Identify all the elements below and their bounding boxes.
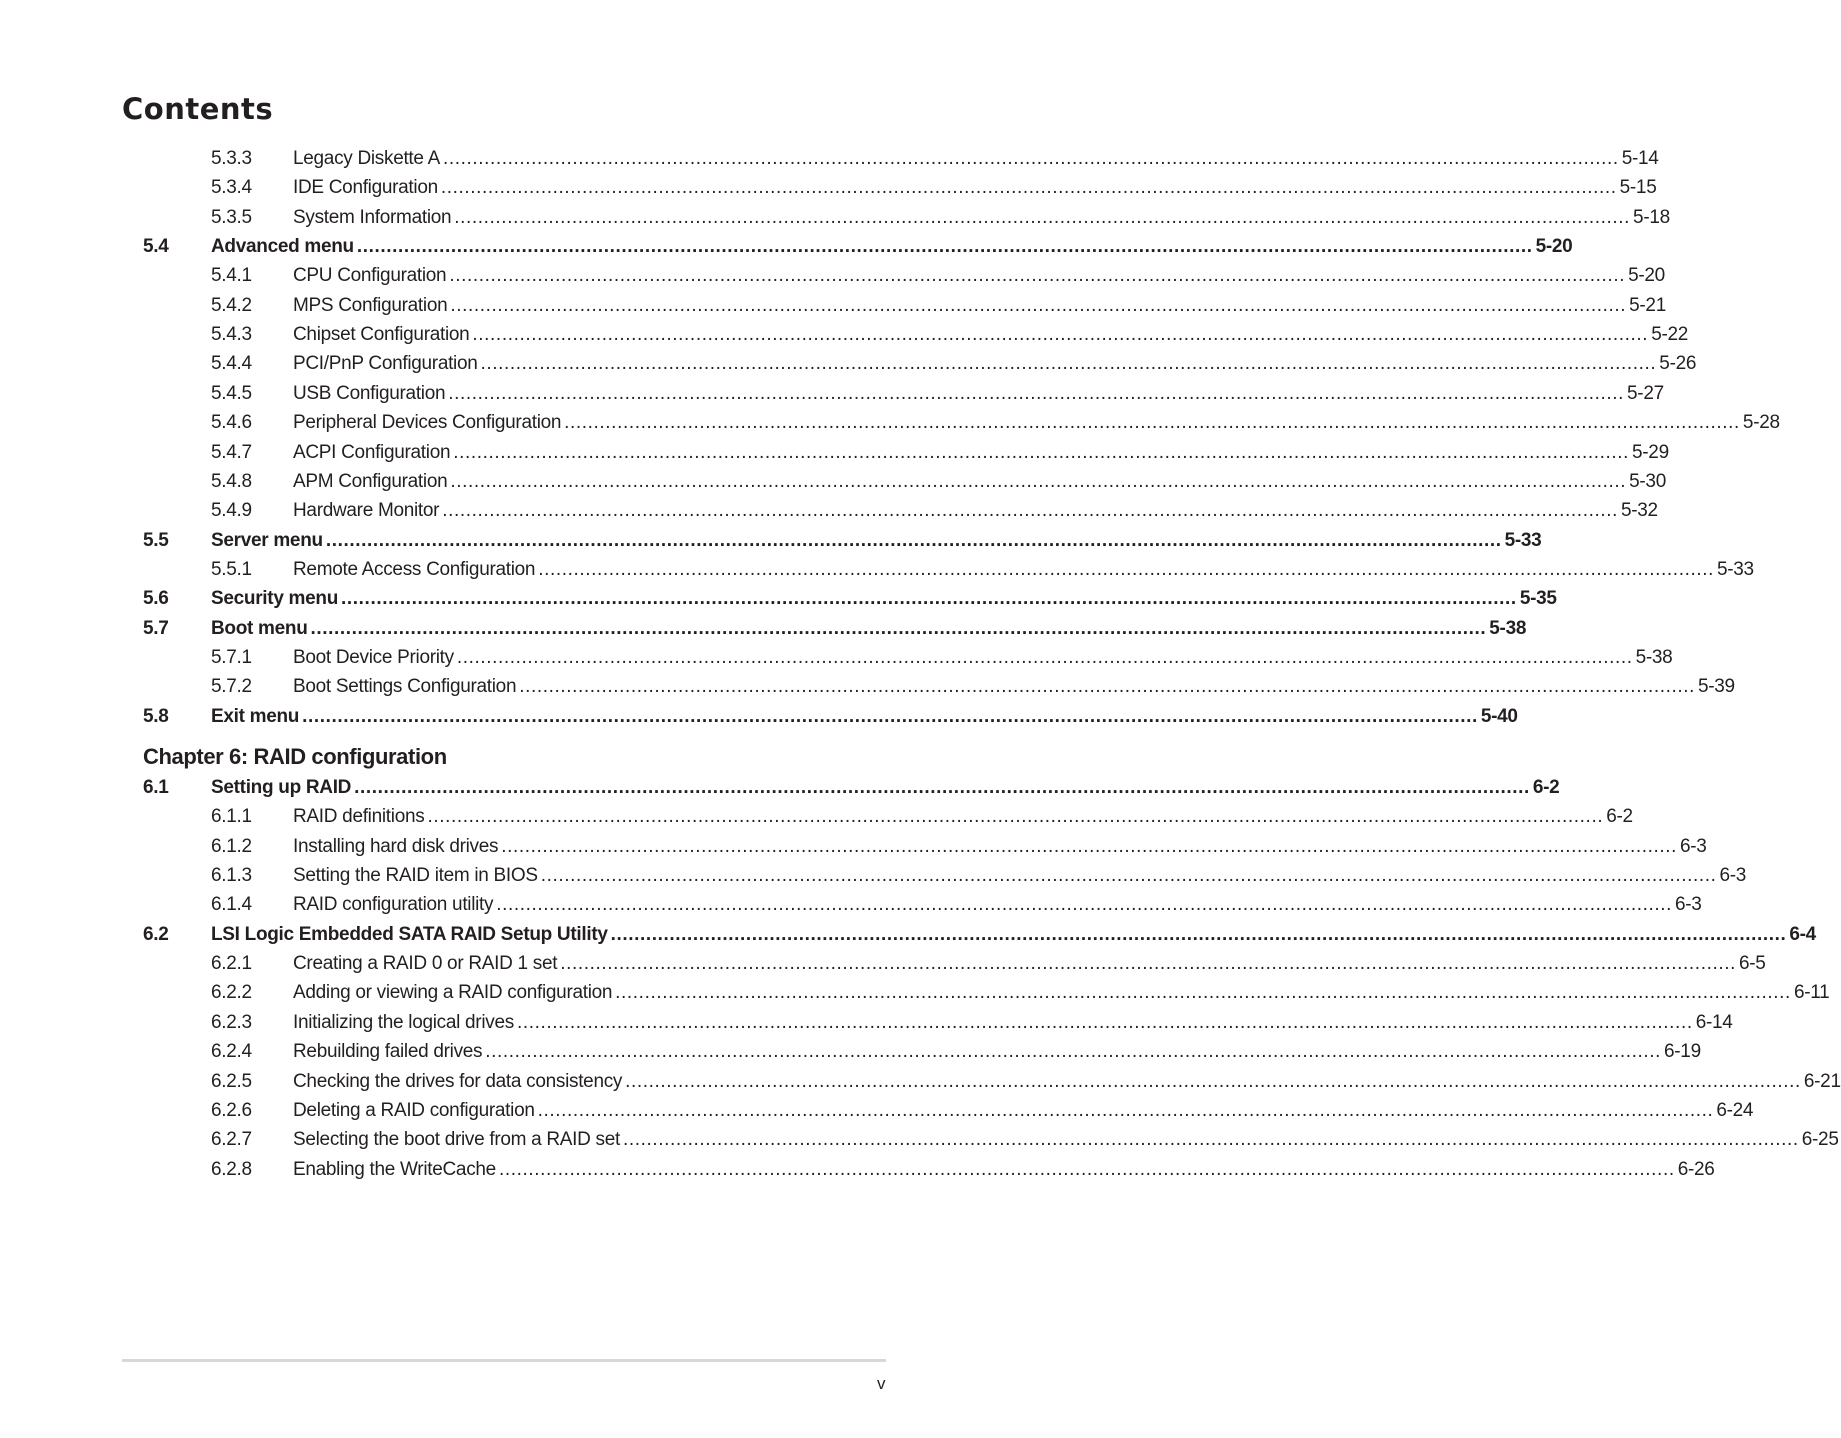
toc-section-entry[interactable] (0, 587, 1557, 611)
toc-entry-number: 6.2 (143, 923, 169, 945)
toc-dot-leader: ........................................................................................................................................................................................................ (501, 835, 1677, 857)
toc-entry-number: 6.1.3 (211, 865, 252, 887)
toc-entry-title: MPS Configuration (293, 294, 450, 318)
toc-subsection-entry[interactable] (0, 1128, 1839, 1152)
toc-dot-leader: ........................................................................................................................................................................................................ (302, 705, 1478, 727)
toc-entry-leader-line (293, 1128, 1839, 1152)
toc-entry-title: Selecting the boot drive from a RAID set (293, 1128, 623, 1152)
toc-entry-page: 5-14 (1619, 147, 1659, 171)
toc-dot-leader: ........................................................................................................................................................................................................ (442, 148, 1619, 169)
toc-entry-leader-line (293, 264, 1665, 288)
toc-subsection-entry[interactable] (0, 1070, 1841, 1094)
toc-section-entry[interactable] (0, 617, 1527, 641)
toc-entry-number: 5.7.1 (211, 646, 252, 668)
toc-dot-leader: ........................................................................................................................................................................................................ (472, 324, 1649, 346)
toc-dot-leader: ........................................................................................................................................................................................................ (427, 806, 1604, 828)
toc-entry-leader-line (211, 587, 1557, 611)
toc-entry-title: Creating a RAID 0 or RAID 1 set (293, 952, 560, 976)
toc-entry-leader-line (293, 675, 1735, 699)
toc-section-entry[interactable] (0, 235, 1573, 259)
toc-entry-title: Server menu (211, 529, 326, 553)
toc-subsection-entry[interactable] (0, 323, 1689, 347)
toc-subsection-entry[interactable] (0, 294, 1666, 318)
toc-dot-leader: ........................................................................................................................................................................................................ (440, 177, 1617, 199)
toc-entry-page: 5-15 (1617, 176, 1657, 200)
toc-entry-title: Setting the RAID item in BIOS (293, 864, 541, 888)
toc-entry-leader-line (293, 499, 1658, 523)
toc-entry-page: 6-26 (1675, 1158, 1715, 1182)
toc-entry-leader-line (293, 294, 1666, 318)
toc-dot-leader: ........................................................................................................................................................................................................ (540, 865, 1717, 887)
toc-entry-leader-line (293, 646, 1673, 670)
toc-entry-title: Boot menu (211, 617, 311, 641)
toc-entry-title: Peripheral Devices Configuration (293, 411, 564, 435)
toc-entry-page: 5-33 (1502, 529, 1542, 553)
toc-dot-leader: ........................................................................................................................................................................................................ (498, 1158, 1675, 1180)
toc-entry-title: Legacy Diskette A (293, 147, 443, 171)
toc-entry-title: Checking the drives for data consistency (293, 1070, 625, 1094)
toc-dot-leader: ........................................................................................................................................................................................................ (610, 923, 1787, 945)
toc-subsection-entry[interactable] (0, 352, 1697, 376)
toc-entry-title: Boot Settings Configuration (293, 675, 519, 699)
toc-entry-leader-line (211, 705, 1518, 729)
toc-entry-title: Initializing the logical drives (293, 1011, 517, 1035)
toc-entry-page: 6-4 (1786, 923, 1816, 947)
toc-entry-page: 6-11 (1791, 981, 1829, 1005)
toc-entry-title: Remote Access Configuration (293, 558, 538, 582)
toc-entry-page: 5-32 (1618, 499, 1658, 523)
toc-entry-leader-line (293, 352, 1697, 376)
toc-entry-title: Advanced menu (211, 235, 357, 259)
toc-entry-leader-line (211, 235, 1573, 259)
toc-entry-page: 5-35 (1517, 587, 1557, 611)
toc-dot-leader: ........................................................................................................................................................................................................ (615, 982, 1791, 1004)
toc-dot-leader: ........................................................................................................................................................................................................ (453, 441, 1630, 463)
toc-entry-number: 5.3.5 (211, 206, 252, 228)
toc-entry-page: 5-18 (1630, 206, 1670, 230)
toc-entry-number: 5.3.4 (211, 177, 252, 199)
toc-dot-leader: ........................................................................................................................................................................................................ (519, 676, 1695, 698)
toc-entry-number: 6.2.2 (211, 982, 252, 1004)
chapter-6-heading: Chapter 6: RAID configuration (143, 744, 447, 769)
toc-entry-number: 5.8 (143, 705, 169, 727)
toc-dot-leader: ........................................................................................................................................................................................................ (450, 470, 1627, 492)
toc-entry-title: Enabling the WriteCache (293, 1158, 499, 1182)
toc-subsection-entry[interactable] (0, 441, 1669, 465)
toc-subsection-entry[interactable] (0, 952, 1766, 976)
toc-entry-title: ACPI Configuration (293, 441, 453, 465)
toc-entry-number: 5.4.6 (211, 412, 252, 434)
toc-entry-title: PCI/PnP Configuration (293, 352, 481, 376)
toc-dot-leader: ........................................................................................................................................................................................................ (456, 646, 1633, 668)
toc-entry-page: 5-20 (1625, 264, 1665, 288)
toc-entry-number: 5.4.1 (211, 265, 252, 287)
toc-entry-number: 6.1.4 (211, 894, 252, 916)
toc-entry-number: 5.4.2 (211, 294, 252, 316)
toc-subsection-entry[interactable] (0, 499, 1658, 523)
toc-dot-leader: ........................................................................................................................................................................................................ (560, 953, 1736, 975)
toc-entry-page: 6-24 (1713, 1099, 1753, 1123)
toc-entry-title: Hardware Monitor (293, 499, 442, 523)
toc-entry-page: 6-2 (1603, 805, 1633, 829)
toc-section-entry[interactable] (0, 923, 1816, 947)
toc-dot-leader: ........................................................................................................................................................................................................ (485, 1041, 1662, 1063)
toc-dot-leader: ........................................................................................................................................................................................................ (516, 1011, 1693, 1033)
toc-entry-number: 5.7 (143, 617, 169, 639)
toc-dot-leader: ........................................................................................................................................................................................................ (564, 412, 1740, 434)
toc-entry-page: 5-39 (1695, 675, 1735, 699)
toc-entry-number: 5.3.3 (211, 148, 252, 169)
page-title: Contents (122, 92, 274, 126)
toc-entry-number: 6.2.8 (211, 1158, 252, 1180)
toc-entry-page: 6-25 (1799, 1128, 1839, 1152)
toc-subsection-entry[interactable] (0, 1099, 1754, 1123)
toc-section-entry[interactable] (0, 776, 1560, 800)
toc-entry-leader-line (293, 382, 1664, 406)
toc-entry-number: 6.2.5 (211, 1070, 252, 1092)
toc-entry-leader-line (293, 835, 1707, 859)
toc-entry-number: 6.1 (143, 777, 169, 798)
toc-entry-title: USB Configuration (293, 382, 448, 406)
toc-entry-leader-line (293, 323, 1689, 347)
toc-subsection-entry[interactable] (0, 411, 1780, 435)
toc-entry-page: 6-2 (1530, 776, 1560, 800)
toc-entry-number: 5.4 (143, 236, 169, 258)
toc-subsection-entry[interactable] (0, 1040, 1701, 1064)
toc-entry-leader-line (293, 981, 1830, 1005)
toc-entry-number: 5.4.8 (211, 470, 252, 492)
toc-subsection-entry[interactable] (0, 382, 1664, 406)
toc-entry-page: 5-27 (1624, 382, 1664, 406)
toc-dot-leader: ........................................................................................................................................................................................................ (625, 1070, 1801, 1092)
toc-dot-leader: ........................................................................................................................................................................................................ (454, 206, 1631, 228)
toc-entry-number: 5.7.2 (211, 676, 252, 698)
toc-entry-page: 5-26 (1656, 352, 1696, 376)
toc-entry-title: Setting up RAID (211, 776, 354, 800)
toc-dot-leader: ........................................................................................................................................................................................................ (356, 236, 1533, 258)
toc-dot-leader: ........................................................................................................................................................................................................ (480, 353, 1657, 375)
toc-entry-page: 6-19 (1661, 1040, 1701, 1064)
footer-rule (122, 1359, 886, 1362)
toc-entry-number: 6.2.1 (211, 953, 252, 975)
toc-entry-number: 6.2.7 (211, 1129, 252, 1151)
toc-entry-number: 6.2.4 (211, 1041, 252, 1063)
toc-subsection-entry[interactable] (0, 1011, 1733, 1035)
toc-entry-page: 6-14 (1693, 1011, 1733, 1035)
toc-entry-leader-line (211, 529, 1542, 553)
toc-entry-page: 5-30 (1626, 470, 1666, 494)
toc-dot-leader: ........................................................................................................................................................................................................ (450, 294, 1627, 316)
toc-entry-page: 5-21 (1626, 294, 1666, 318)
toc-entry-title: Exit menu (211, 705, 302, 729)
toc-entry-page: 6-5 (1736, 952, 1766, 976)
toc-entry-page: 6-3 (1717, 864, 1747, 888)
toc-entry-leader-line (293, 441, 1669, 465)
toc-entry-title: CPU Configuration (293, 264, 449, 288)
toc-dot-leader: ........................................................................................................................................................................................................ (325, 529, 1502, 551)
toc-entry-number: 5.5 (143, 529, 169, 551)
toc-entry-page: 5-38 (1486, 617, 1526, 641)
toc-entry-page: 6-3 (1677, 835, 1707, 859)
toc-entry-title: Boot Device Priority (293, 646, 457, 670)
toc-entry-page: 5-20 (1533, 235, 1573, 259)
toc-entry-number: 6.1.2 (211, 835, 252, 857)
toc-entry-leader-line (293, 411, 1780, 435)
toc-subsection-entry[interactable] (0, 835, 1707, 859)
toc-subsection-entry[interactable] (0, 206, 1670, 230)
toc-entry-leader-line (293, 1158, 1715, 1182)
toc-entry-number: 6.2.3 (211, 1011, 252, 1033)
toc-entry-page: 5-22 (1648, 323, 1688, 347)
toc-dot-leader: ........................................................................................................................................................................................................ (448, 382, 1625, 404)
toc-entry-number: 5.4.5 (211, 382, 252, 404)
toc-dot-leader: ........................................................................................................................................................................................................ (623, 1129, 1799, 1151)
toc-entry-leader-line (293, 952, 1766, 976)
toc-entry-title: Deleting a RAID configuration (293, 1099, 538, 1123)
toc-subsection-entry[interactable] (0, 893, 1702, 917)
toc-subsection-entry[interactable] (0, 864, 1747, 888)
toc-entry-number: 5.5.1 (211, 558, 252, 580)
toc-entry-title: RAID definitions (293, 805, 427, 829)
toc-entry-leader-line (211, 923, 1816, 947)
toc-entry-leader-line (293, 864, 1747, 888)
toc-entry-number: 5.4.3 (211, 324, 252, 346)
toc-entry-page: 5-29 (1629, 441, 1669, 465)
toc-dot-leader: ........................................................................................................................................................................................................ (496, 894, 1673, 916)
toc-section-entry[interactable] (0, 705, 1518, 729)
toc-entry-title: Installing hard disk drives (293, 835, 501, 859)
toc-entry-leader-line (293, 1099, 1754, 1123)
toc-subsection-entry[interactable] (0, 264, 1665, 288)
toc-subsection-entry[interactable] (0, 176, 1657, 200)
toc-subsection-entry[interactable] (0, 646, 1673, 670)
toc-entry-leader-line (211, 776, 1560, 800)
toc-entry-leader-line (293, 805, 1633, 829)
toc-entry-leader-line (293, 147, 1659, 171)
toc-entry-number: 5.4.4 (211, 353, 252, 375)
toc-entry-leader-line (211, 617, 1527, 641)
toc-entry-number: 5.6 (143, 588, 169, 610)
toc-entry-page: 6-21 (1801, 1070, 1841, 1094)
toc-entry-leader-line (293, 470, 1666, 494)
toc-entry-title: Adding or viewing a RAID configuration (293, 981, 615, 1005)
page-number: v (877, 1374, 886, 1393)
toc-dot-leader: ........................................................................................................................................................................................................ (341, 588, 1517, 610)
toc-subsection-entry[interactable] (0, 470, 1666, 494)
toc-subsection-entry[interactable] (0, 558, 1754, 582)
toc-dot-leader: ........................................................................................................................................................................................................ (538, 558, 1714, 580)
toc-entry-number: 6.2.6 (211, 1099, 252, 1121)
toc-dot-leader: ........................................................................................................................................................................................................ (449, 265, 1626, 287)
toc-entry-leader-line (293, 1040, 1701, 1064)
toc-entry-title: RAID configuration utility (293, 893, 496, 917)
toc-entry-title: LSI Logic Embedded SATA RAID Setup Utility (211, 923, 611, 947)
toc-entry-number: 6.1.1 (211, 806, 252, 828)
toc-dot-leader: ........................................................................................................................................................................................................ (537, 1099, 1714, 1121)
toc-subsection-entry[interactable] (0, 675, 1735, 699)
toc-entry-page: 6-3 (1672, 893, 1702, 917)
toc-dot-leader: ........................................................................................................................................................................................................ (310, 617, 1487, 639)
toc-entry-title: Chipset Configuration (293, 323, 472, 347)
toc-subsection-entry[interactable] (0, 1158, 1715, 1182)
toc-subsection-entry[interactable] (0, 805, 1633, 829)
toc-entry-page: 5-28 (1740, 411, 1780, 435)
toc-section-entry[interactable] (0, 529, 1542, 553)
toc-dot-leader: ........................................................................................................................................................................................................ (442, 500, 1618, 522)
toc-entry-page: 5-33 (1714, 558, 1754, 582)
toc-entry-title: Security menu (211, 587, 341, 611)
toc-dot-leader: ........................................................................................................................................................................................................ (354, 777, 1530, 798)
toc-entry-page: 5-38 (1633, 646, 1673, 670)
toc-entry-leader-line (293, 1070, 1841, 1094)
toc-subsection-entry[interactable] (0, 981, 1830, 1005)
toc-entry-title: APM Configuration (293, 470, 450, 494)
toc-entry-number: 5.4.7 (211, 441, 252, 463)
toc-entry-leader-line (293, 1011, 1733, 1035)
toc-entry-leader-line (293, 206, 1670, 230)
toc-entry-title: System Information (293, 206, 454, 230)
toc-entry-title: IDE Configuration (293, 176, 441, 200)
toc-entry-leader-line (293, 558, 1754, 582)
toc-entry-number: 5.4.9 (211, 500, 252, 522)
toc-entry-title: Rebuilding failed drives (293, 1040, 485, 1064)
toc-entry-page: 5-40 (1478, 705, 1518, 729)
toc-entry-leader-line (293, 176, 1657, 200)
toc-subsection-entry[interactable] (0, 147, 1659, 171)
toc-entry-leader-line (293, 893, 1702, 917)
